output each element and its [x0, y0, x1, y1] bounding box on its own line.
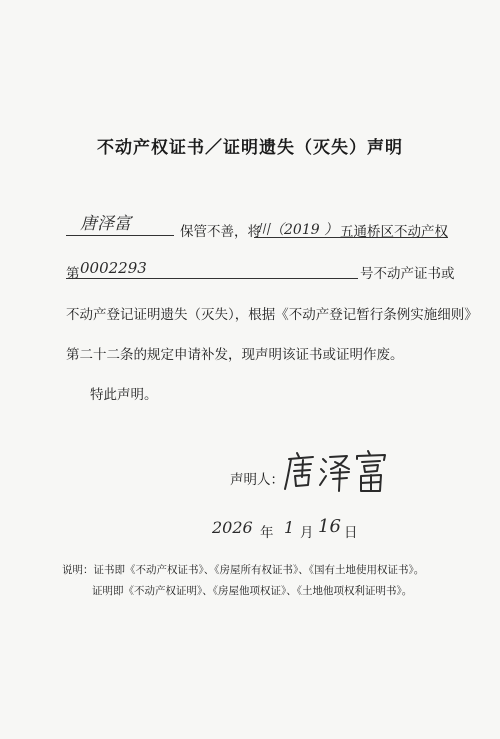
- cert-district: 五通桥区不动产权: [340, 224, 448, 240]
- date-month-label: 月: [300, 525, 314, 541]
- date-day-label: 日: [344, 525, 358, 541]
- text-cert-or: 号不动产证书或: [360, 266, 455, 282]
- page-title: 不动产权证书／证明遗失（灭失）声明: [97, 138, 403, 158]
- note-line-2: 证明即《不动产权证明》、《房屋他项权证》、《土地他项权利证明书》。: [92, 585, 413, 597]
- signature-label: 声明人：: [230, 472, 284, 488]
- date-day-handwritten: 16: [318, 516, 341, 537]
- body-para3: 第二十二条的规定申请补发，现声明该证书或证明作废。: [66, 347, 404, 363]
- cert-prefix-handwritten: 川（2019 ）: [256, 222, 339, 238]
- date-month-handwritten: 1: [284, 518, 295, 537]
- date-year-label: 年: [260, 525, 274, 541]
- declarant-handwritten-name: 唐泽富: [80, 214, 131, 234]
- cert-number-underline: [66, 278, 358, 279]
- date-year-handwritten: 2026: [212, 518, 253, 537]
- name-underline: [66, 235, 174, 236]
- text-keep: 保管不善，将: [180, 224, 261, 240]
- cert-underline: [254, 237, 448, 238]
- note-line-1: 说明：证书即《不动产权证书》、《房屋所有权证书》、《国有土地使用权证书》。: [62, 564, 425, 576]
- special-statement: 特此声明。: [90, 387, 158, 403]
- cert-no-prefix: 第: [66, 266, 80, 282]
- body-para2: 不动产登记证明遗失（灭失），根据《不动产登记暂行条例实施细则》: [66, 307, 478, 323]
- cert-number-handwritten: 0002293: [80, 259, 147, 277]
- handwritten-signature: [283, 445, 393, 495]
